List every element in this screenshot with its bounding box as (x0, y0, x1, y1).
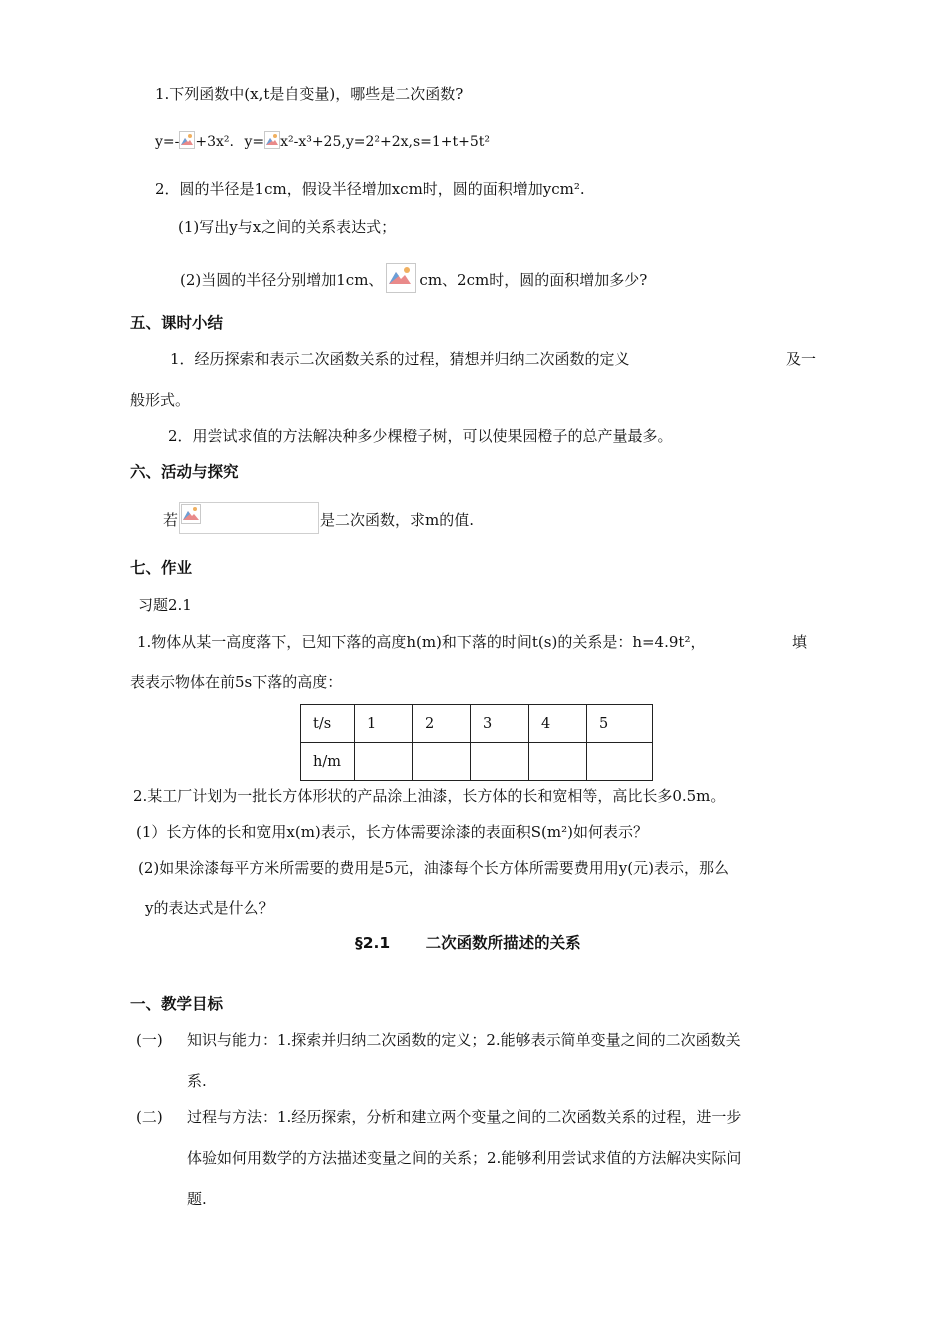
exercise-label: 习题2.1 (138, 596, 192, 614)
table-cell (355, 743, 413, 781)
question-2 (155, 179, 585, 199)
goal-1-text: 知识与能力：1.探索并归纳二次函数的定义；2.能够表示简单变量之间的二次函数关 (187, 1031, 741, 1049)
question-1-expression (155, 131, 490, 152)
expr-part-b: +3x². (195, 134, 234, 150)
question-1-text: 1.下列函数中(x,t是自变量)，哪些是二次函数? (155, 85, 464, 103)
table-cell (413, 743, 471, 781)
height-table (300, 704, 653, 781)
homework-1-cont: 表表示物体在前5s下落的高度： (130, 673, 343, 691)
question-2-sub2-text-b: cm、2cm时，圆的面积增加多少? (419, 271, 648, 289)
section-5-item-1-text: 1．经历探索和表示二次函数关系的过程，猜想并归纳二次函数的定义 (170, 350, 630, 368)
goal-1-label: (一) (136, 1031, 163, 1049)
table-cell: t/s (301, 705, 355, 743)
broken-image-icon (386, 263, 416, 293)
goal-2-label: (二) (136, 1108, 163, 1126)
table-cell (587, 743, 653, 781)
section-5-item-1 (170, 349, 630, 369)
homework-1-tail: 填 (792, 633, 808, 651)
expr-part-d: x²-x³+25,y=2²+2x,s=1+t+5t² (280, 134, 491, 150)
question-2-sub1 (178, 217, 396, 237)
broken-image-icon (264, 131, 280, 149)
homework-2-sub1: (1）长方体的长和宽用x(m)表示，长方体需要涂漆的表面积S(m²)如何表示？ (136, 823, 649, 841)
table-cell: 3 (471, 705, 529, 743)
section-6-text-b: 是二次函数，求m的值. (320, 511, 474, 529)
question-2-text: 2．圆的半径是1cm，假设半径增加xcm时，圆的面积增加ycm². (155, 180, 585, 198)
homework-2-sub2: (2)如果涂漆每平方米所需要的费用是5元，油漆每个长方体所需要费用用y(元)表示，那么 (138, 859, 729, 877)
question-2-sub1-text: (1)写出y与x之间的关系表达式； (178, 218, 397, 236)
table-cell (529, 743, 587, 781)
table-cell: h/m (301, 743, 355, 781)
broken-image-icon (181, 504, 201, 524)
formula-image (179, 502, 319, 534)
section-5-item-1-cont: 般形式。 (130, 391, 191, 409)
expr-part-a: y=- (155, 134, 180, 150)
question-2-sub2 (180, 263, 647, 293)
expr-part-c: y= (244, 134, 265, 150)
goal-2-cont-2: 题. (187, 1190, 207, 1208)
section-5-item-1-tail: 及一 (786, 350, 817, 368)
table-cell: 1 (355, 705, 413, 743)
table-cell: 2 (413, 705, 471, 743)
lesson-heading (355, 933, 581, 953)
homework-2-text: 2.某工厂计划为一批长方体形状的产品涂上油漆，长方体的长和宽相等，高比长多0.5m。 (133, 787, 726, 805)
goal-2-cont-1: 体验如何用数学的方法描述变量之间的关系；2.能够利用尝试求值的方法解决实际问 (187, 1149, 742, 1167)
section-5-item-2: 2．用尝试求值的方法解决种多少棵橙子树，可以使果园橙子的总产量最多。 (168, 427, 673, 445)
table-cell: 5 (587, 705, 653, 743)
question-2-sub2-text-a: (2)当圆的半径分别增加1cm、 (180, 271, 384, 289)
lesson-number: §2.1 (355, 934, 391, 952)
question-1 (155, 84, 463, 104)
lesson-title: 二次函数所描述的关系 (425, 934, 581, 952)
table-row (301, 743, 653, 781)
homework-2-sub2-cont: y的表达式是什么？ (145, 899, 274, 917)
broken-image-icon (179, 131, 195, 149)
section-6-title: 六、活动与探究 (130, 463, 239, 481)
goal-2-text: 过程与方法：1.经历探索，分析和建立两个变量之间的二次函数关系的过程，进一步 (187, 1108, 742, 1126)
goal-1-cont: 系. (187, 1072, 207, 1090)
section-1-title: 一、教学目标 (130, 995, 224, 1013)
section-6-text-a: 若 (163, 511, 179, 529)
section-7-title: 七、作业 (130, 559, 193, 577)
table-cell (471, 743, 529, 781)
table-row (301, 705, 653, 743)
section-5-title: 五、课时小结 (130, 314, 224, 332)
homework-1-text: 1.物体从某一高度落下，已知下落的高度h(m)和下落的时间t(s)的关系是：h=4.9t²， (137, 633, 706, 651)
table-cell: 4 (529, 705, 587, 743)
